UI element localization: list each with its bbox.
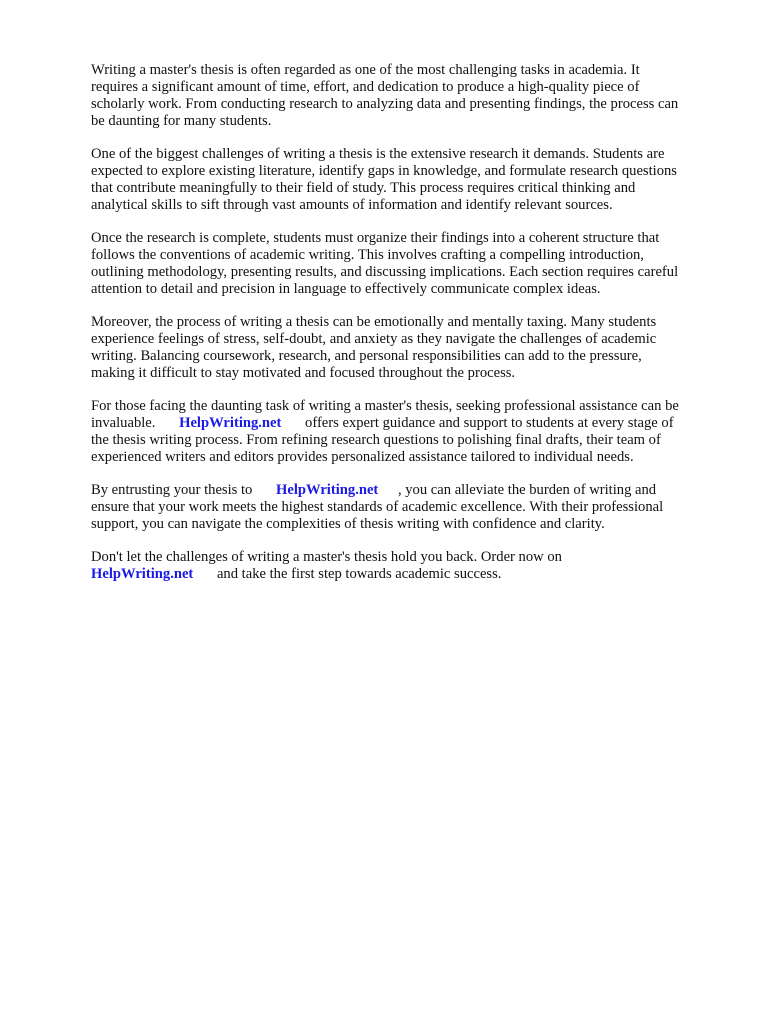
text-segment: , you can alleviate the burden of writing and	[397, 482, 657, 498]
text-segment: invaluable.	[91, 415, 156, 431]
paragraph-structure	[91, 230, 731, 298]
paragraph-call-to-action	[91, 549, 731, 583]
text-line: be daunting for many students.	[91, 113, 272, 129]
text-line: Don't let the challenges of writing a master's thesis hold you back. Order now on	[91, 549, 562, 565]
text-line: Once the research is complete, students must organize their findings into a coherent structure that	[91, 230, 660, 246]
paragraph-assistance	[91, 398, 731, 466]
helpwriting-link[interactable]: HelpWriting.net	[276, 482, 379, 498]
text-line: attention to detail and precision in language to effectively communicate complex ideas.	[91, 281, 601, 297]
text-segment: offers expert guidance and support to students at every stage of	[305, 415, 674, 431]
text-line: expected to explore existing literature, identify gaps in knowledge, and formulate research questions	[91, 163, 677, 179]
paragraph-emotional	[91, 314, 731, 382]
helpwriting-link[interactable]: HelpWriting.net	[91, 566, 194, 582]
text-segment: and take the first step towards academic success.	[216, 566, 502, 582]
text-line: Writing a master's thesis is often regarded as one of the most challenging tasks in academia. It	[91, 62, 640, 78]
text-line: support, you can navigate the complexities of thesis writing with confidence and clarity.	[91, 516, 605, 532]
text-line: writing. Balancing coursework, research, and personal responsibilities can add to the pressure,	[91, 348, 642, 364]
text-line: outlining methodology, presenting results, and discussing implications. Each section requires careful	[91, 264, 679, 280]
text-line: ensure that your work meets the highest standards of academic excellence. With their professional	[91, 499, 664, 515]
text-line: requires a significant amount of time, effort, and dedication to produce a high-quality piece of	[91, 79, 640, 95]
text-line-with-link	[91, 415, 731, 432]
text-line: One of the biggest challenges of writing a thesis is the extensive research it demands. Students are	[91, 146, 665, 162]
paragraph-entrusting	[91, 482, 731, 533]
text-line: analytical skills to sift through vast amounts of information and identify relevant sources.	[91, 197, 613, 213]
text-line: making it difficult to stay motivated and focused throughout the process.	[91, 365, 516, 381]
text-line: the thesis writing process. From refining research questions to polishing final drafts, their team of	[91, 432, 661, 448]
paragraph-research	[91, 146, 731, 214]
text-line-with-link	[91, 482, 731, 499]
text-line: Moreover, the process of writing a thesis can be emotionally and mentally taxing. Many students	[91, 314, 657, 330]
text-line-with-link	[91, 566, 731, 583]
text-line: experience feelings of stress, self-doubt, and anxiety as they navigate the challenges of academic	[91, 331, 657, 347]
text-line: that contribute meaningfully to their field of study. This process requires critical thinking and	[91, 180, 636, 196]
text-segment: By entrusting your thesis to	[91, 482, 253, 498]
helpwriting-link[interactable]: HelpWriting.net	[179, 415, 282, 431]
text-line: scholarly work. From conducting research to analyzing data and presenting findings, the process can	[91, 96, 679, 112]
text-line: For those facing the daunting task of writing a master's thesis, seeking professional assistance can be	[91, 398, 679, 414]
paragraph-intro	[91, 62, 731, 130]
text-line: follows the conventions of academic writing. This involves crafting a compelling introduction,	[91, 247, 644, 263]
text-line: experienced writers and editors provides personalized assistance tailored to individual needs.	[91, 449, 634, 465]
